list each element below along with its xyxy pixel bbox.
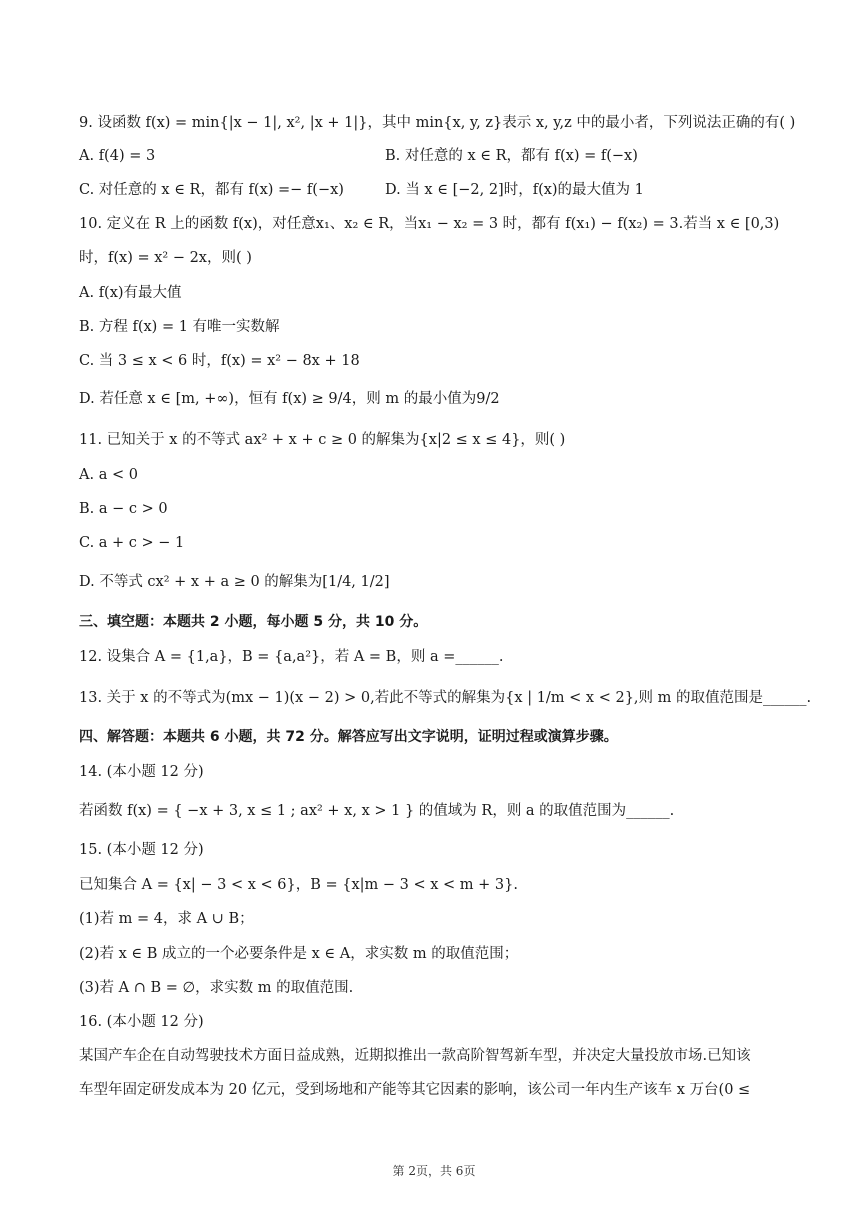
q11-option-d: D. 不等式 cx² + x + a ≥ 0 的解集为[1/4, 1/2] [79,574,390,590]
q16-body-line-1: 某国产车企在自动驾驶技术方面日益成熟，近期拟推出一款高阶智驾新车型，并决定大量投放市场.已知该 [79,1048,751,1064]
q11-stem: 11. 已知关于 x 的不等式 ax² + x + c ≥ 0 的解集为{x|2 ≤ x ≤ 4}，则( ) [79,432,566,448]
q10-option-d: D. 若任意 x ∈ [m, +∞)，恒有 f(x) ≥ 9/4，则 m 的最小值为9/2 [79,391,500,407]
q10-option-b: B. 方程 f(x) = 1 有唯一实数解 [79,319,280,335]
q15-header: 15. (本小题 12 分) [79,842,204,858]
q9-option-d: D. 当 x ∈ [−2, 2]时，f(x)的最大值为 1 [385,182,644,198]
q15-part-1: (1)若 m = 4，求 A ∪ B； [79,911,254,927]
q14-body: 若函数 f(x) = { −x + 3, x ≤ 1 ; ax² + x, x > 1 } 的值域为 R，则 a 的取值范围为______. [79,803,675,819]
q12-text: 12. 设集合 A = {1,a}，B = {a,a²}，若 A = B，则 a =______. [79,649,504,665]
q10-option-c: C. 当 3 ≤ x < 6 时，f(x) = x² − 8x + 18 [79,353,360,369]
q15-part-3: (3)若 A ∩ B = ∅，求实数 m 的取值范围. [79,980,354,996]
q9-option-b: B. 对任意的 x ∈ R，都有 f(x) = f(−x) [385,148,638,164]
q15-part-2: (2)若 x ∈ B 成立的一个必要条件是 x ∈ A，求实数 m 的取值范围； [79,946,519,962]
q16-body-line-2: 车型年固定研发成本为 20 亿元，受到场地和产能等其它因素的影响，该公司一年内生产该车 x 万台(0 ≤ [79,1082,751,1098]
q11-option-a: A. a < 0 [79,467,138,483]
q9-option-c: C. 对任意的 x ∈ R，都有 f(x) =− f(−x) [79,182,344,198]
q9-stem: 9. 设函数 f(x) = min{|x − 1|, x², |x + 1|}，其中 min{x, y, z}表示 x, y,z 中的最小者，下列说法正确的有( ) [79,115,796,131]
q11-option-c: C. a + c > − 1 [79,535,185,551]
section-heading-fill-in: 三、填空题：本题共 2 小题，每小题 5 分，共 10 分。 [79,614,428,630]
section-heading-solutions: 四、解答题：本题共 6 小题，共 72 分。解答应写出文字说明，证明过程或演算步骤。 [79,729,618,745]
q10-stem-line-2: 时，f(x) = x² − 2x，则( ) [79,250,252,266]
q13-text: 13. 关于 x 的不等式为(mx − 1)(x − 2) > 0,若此不等式的解集为{x | 1/m < x < 2},则 m 的取值范围是______. [79,690,812,706]
q11-option-b: B. a − c > 0 [79,501,168,517]
q10-stem-line-1: 10. 定义在 R 上的函数 f(x)，对任意x₁、x₂ ∈ R，当x₁ − x₂ = 3 时，都有 f(x₁) − f(x₂) = 3.若当 x ∈ [0,3) [79,216,780,232]
page-footer: 第 2页，共 6页 [392,1164,476,1178]
q14-header: 14. (本小题 12 分) [79,764,204,780]
q15-body: 已知集合 A = {x| − 3 < x < 6}，B = {x|m − 3 < x < m + 3}. [79,877,518,893]
q16-header: 16. (本小题 12 分) [79,1014,204,1030]
q10-option-a: A. f(x)有最大值 [79,285,182,301]
q9-option-a: A. f(4) = 3 [79,148,156,164]
